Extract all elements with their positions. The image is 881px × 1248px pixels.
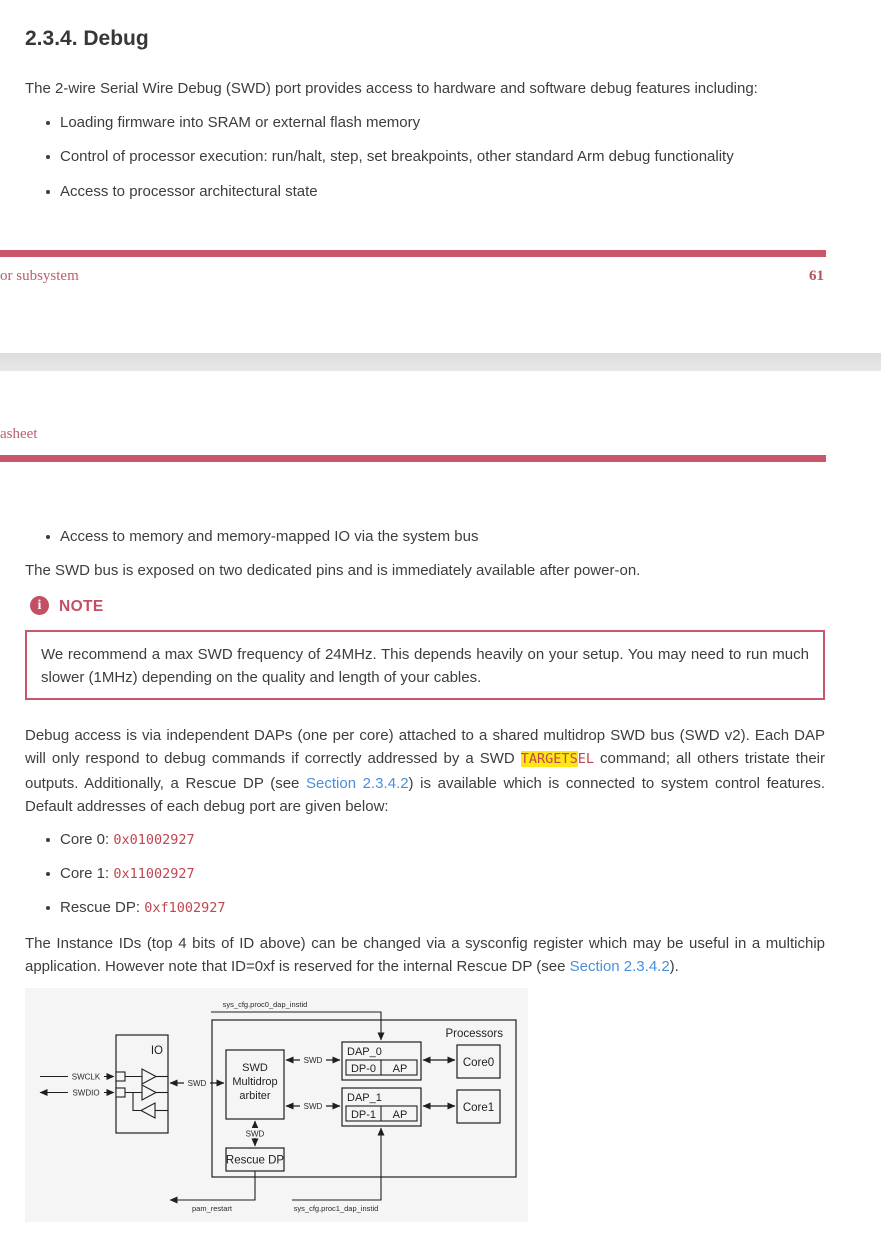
swdio-label: SWDIO [72,1088,100,1098]
list-item [46,830,195,850]
footer-page-number: 61 [809,268,824,284]
ap0-label: AP [392,1063,408,1075]
proc1-instid-wire [292,1128,381,1200]
list-item-label: Access to memory and memory-mapped IO via the system bus [60,528,479,545]
dp1-label: DP-1 [350,1109,377,1121]
header-document-title: asheet [0,426,38,442]
paragraph-text: command; all others tristate their outputs. Additionally, a Rescue DP (see [25,750,825,792]
list-item [46,864,195,884]
swd-bus-label: SWD [187,1079,207,1088]
note-text: We recommend a max SWD frequency of 24MHz. This depends heavily on your setup. You may need to run much slower (1MHz) depending on the quality and length of your cables. [41,646,809,686]
list-item-label: Access to processor architectural state [60,183,318,200]
core0-label: Core0 [462,1057,495,1069]
bullet-icon [46,190,50,194]
input-buffer-icon [142,1085,156,1100]
page-gap [0,353,881,371]
list-item [46,898,225,918]
search-highlight: TARGETS [520,751,578,768]
list-item [46,182,318,201]
list-item [46,147,734,166]
swd-label: SWD [303,1102,323,1111]
swclk-pad [116,1072,125,1081]
core1-label: Core1 [462,1102,495,1114]
list-item [46,113,420,132]
footer-rule [0,250,826,257]
list-item-label [60,898,225,918]
paragraph-text: ) is available which is connected to system control features. Default addresses of each debug port are given below: [25,774,826,815]
dap0-label: DAP_0 [347,1046,382,1058]
dp0-label: DP-0 [350,1063,377,1075]
section-link[interactable]: Section 2.3.4.2 [569,958,670,976]
swd-label: SWD [303,1056,323,1065]
note-admonition-box [25,630,825,700]
arbiter-label: Multidrop [232,1076,278,1088]
bullet-icon [46,838,50,842]
swdio-pad [116,1088,125,1097]
list-item [46,527,478,546]
footer-section-title: or subsystem [0,268,79,284]
note-label: NOTE [59,598,104,615]
proc1-instid-label: sys_cfg.proc1_dap_instid [293,1204,379,1213]
info-icon-glyph: i [37,598,42,613]
dap-paragraph [25,724,825,818]
list-item-label [60,864,195,884]
paragraph-text: The Instance IDs (top 4 bits of ID above) can be changed via a sysconfig register which may be useful in a multichip application. However note that ID=0xf is reserved for the internal Rescue DP (see [25,935,825,976]
bullet-icon [46,872,50,876]
paragraph-text: ). [669,958,679,976]
list-item-label [60,830,195,850]
address-value: 0x01002927 [113,832,195,848]
io-label: IO [150,1045,163,1057]
address-label: Core 1: [60,865,114,882]
info-icon [30,596,49,615]
swd-pins-paragraph: The SWD bus is exposed on two dedicated pins and is immediately available after power-on. [25,562,641,579]
bullet-icon [46,535,50,539]
address-value: 0xf1002927 [144,900,226,916]
swd-label: SWD [245,1129,265,1139]
bullet-icon [46,121,50,125]
inline-code: EL [577,751,594,768]
list-item-label: Control of processor execution: run/halt, step, set breakpoints, other standard Arm debug functionality [60,148,734,165]
diagram-svg [25,988,528,1222]
rescue-dp-label: Rescue DP [225,1154,285,1167]
section-link[interactable]: Section 2.3.4.2 [306,774,409,792]
output-buffer-icon [141,1103,155,1118]
section-heading: 2.3.4. Debug [25,27,149,50]
intro-paragraph: The 2-wire Serial Wire Debug (SWD) port provides access to hardware and software debug features including: [25,80,758,97]
proc0-instid-label: sys_cfg.proc0_dap_instid [222,1000,308,1009]
address-label: Rescue DP: [60,899,145,916]
swclk-label: SWCLK [71,1072,101,1082]
bullet-icon [46,155,50,159]
instance-id-paragraph [25,932,825,979]
pam-restart-label: pam_restart [191,1204,233,1213]
arbiter-label: SWD [242,1062,268,1074]
ap1-label: AP [392,1109,408,1121]
paragraph-text: Debug access is via independent DAPs (one per core) attached to a shared multidrop SWD bus (SWD v2). Each DAP will only respond to debug commands if correctly addressed by a SWD [25,727,825,768]
address-label: Core 0: [60,831,114,848]
dap1-label: DAP_1 [347,1092,382,1104]
proc0-instid-wire [211,1012,381,1040]
address-value: 0x11002927 [113,866,195,882]
header-rule [0,455,826,462]
input-buffer-icon [142,1069,156,1084]
wire [133,1093,141,1111]
processors-label: Processors [445,1028,503,1040]
bullet-icon [46,906,50,910]
list-item-label: Loading firmware into SRAM or external flash memory [60,114,421,131]
swd-multidrop-diagram [25,988,528,1222]
arbiter-label: arbiter [239,1090,271,1102]
